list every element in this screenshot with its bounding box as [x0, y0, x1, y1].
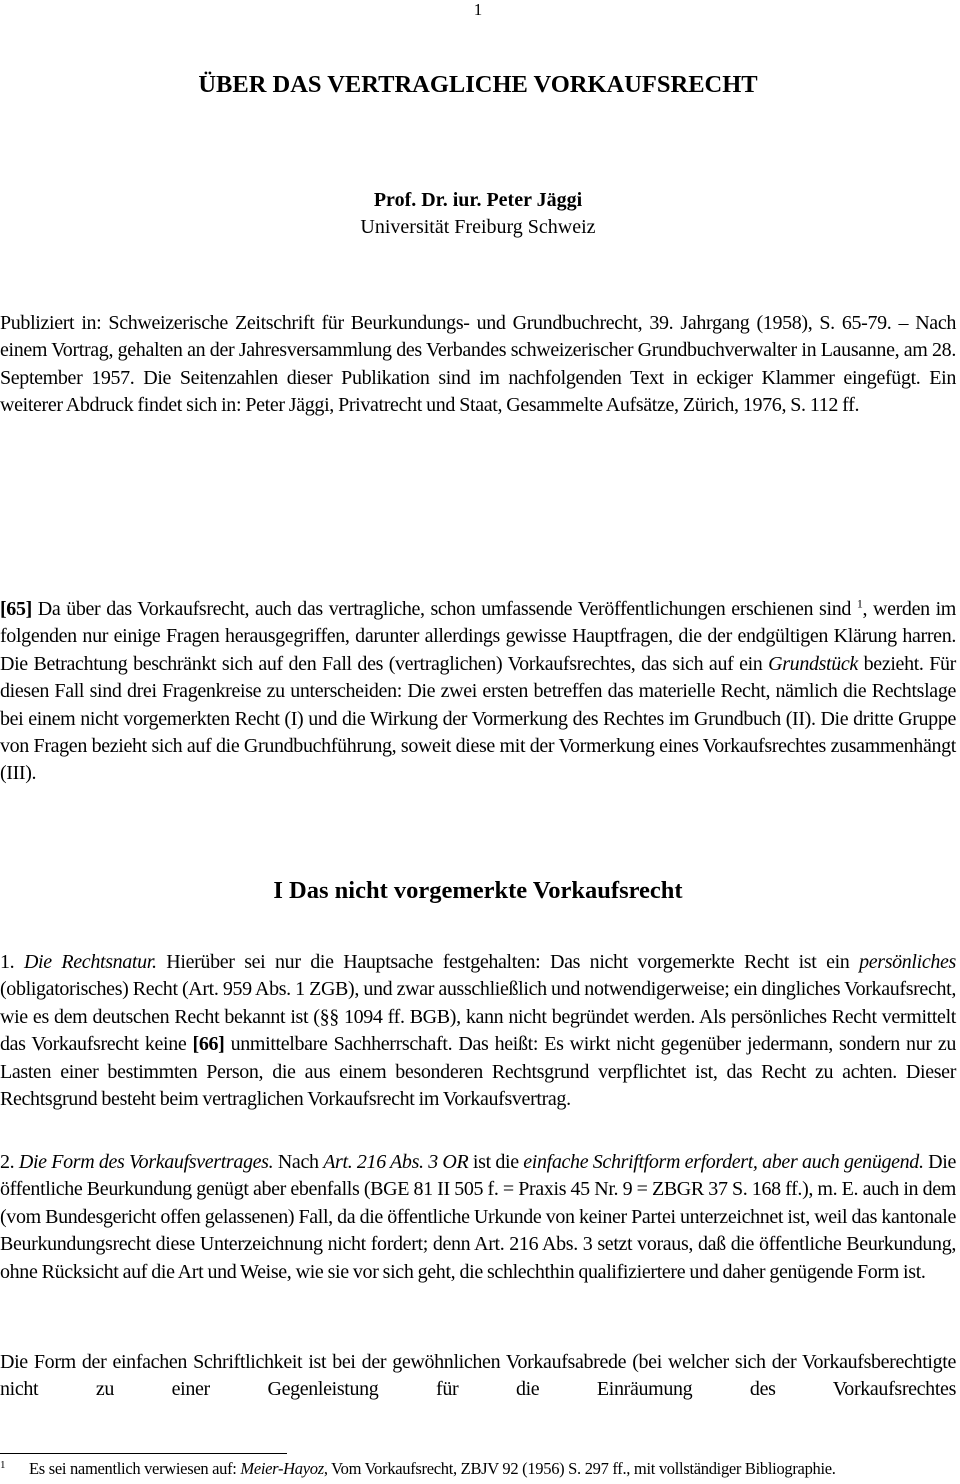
- text: Es sei namentlich verwiesen auf:: [29, 1459, 241, 1478]
- paragraph-title: Die Rechtsnatur.: [23, 951, 157, 973]
- text: Nach: [273, 1151, 324, 1173]
- paragraph-form: [0, 1149, 956, 1286]
- footnote-reference[interactable]: 1: [856, 596, 863, 611]
- footnote-divider: [0, 1453, 287, 1454]
- text: , Vom Vorkaufsrecht, ZBJV 92 (1956) S. 297 ff., mit vollständiger Bibliographie.: [323, 1459, 836, 1478]
- page-marker: [66]: [192, 1033, 225, 1056]
- text: Hierüber sei nur die Hauptsache festgehalten: Das nicht vorgemerkte Recht ist ein: [156, 951, 860, 973]
- paragraph-title: Die Form des Vorkaufsvertrages.: [18, 1151, 274, 1173]
- item-number: 1.: [0, 951, 24, 973]
- text: , werden im folgenden nur einige Fragen herausgegriffen, darunter allerdings gewisse Hauptfragen, die der endgültigen Klärung harren. Die Betrachtung beschränkt sich auf den Fall des (vertraglichen) Vorkaufsrechtes, das sich auf ein: [0, 598, 957, 675]
- paragraph-continued: Die Form der einfachen Schriftlichkeit ist bei der gewöhnlichen Vorkaufsabrede (bei welcher sich der Vorkaufsberechtigte nicht zu einer Gegenleistung für die Einräumung des Vorkaufsrechtes: [0, 1351, 956, 1401]
- footnote-text: [29, 1458, 956, 1480]
- section-heading: I Das nicht vorgemerkte Vorkaufsrecht: [273, 877, 683, 904]
- page-marker: [65]: [0, 598, 32, 620]
- author-affiliation: Universität Freiburg Schweiz: [360, 216, 596, 239]
- text: Da über das Vorkaufsrecht, auch das vertragliche, schon umfassende Veröffentlichungen erschienen sind: [31, 598, 857, 620]
- footnote: [0, 1458, 956, 1480]
- document-title: ÜBER DAS VERTRAGLICHE VORKAUFSRECHT: [198, 71, 758, 98]
- author-name: Prof. Dr. iur. Peter Jäggi: [373, 189, 583, 211]
- page-number: 1: [473, 0, 483, 19]
- footnote-number: 1: [0, 1459, 6, 1471]
- emphasis: Art. 216 Abs. 3 OR: [323, 1151, 469, 1173]
- text: Die öffentliche Beurkundung genügt aber ebenfalls (BGE 81 II 505 f. = Praxis 45 Nr. 9 = ZBGR 37 S. 168 ff.), m. E. auch in dem (vom Bundesgericht offen gelassenen) Fall, da die öffentliche Urkunde von keiner Partei unterzeichnet ist, weil das kantonale Beurkundungsrecht diese Unterzeichnung nicht fordert; denn Art. 216 Abs. 3 setzt voraus, daß die öffentliche Beurkundung, ohne Rücksicht auf die Art und Weise, wie sie vor sich geht, die schlechthin qualifiziertere und daher genügende Form ist.: [0, 1151, 956, 1283]
- item-number: 2.: [0, 1151, 19, 1173]
- emphasis: persönliches: [859, 951, 956, 973]
- author-block: [0, 187, 956, 242]
- text: bezieht. Für diesen Fall sind drei Fragenkreise zu unterscheiden: Die zwei ersten betreffen das materielle Recht, nämlich die Rechtslage bei einem nicht vorgemerkten Recht (I) und die Wirkung der Vormerkung des Rechtes im Grundbuch (II). Die dritte Gruppe von Fragen bezieht sich auf die Grundbuchführung, soweit diese mit der Vormerkung eines Vorkaufsrechtes zusammenhängt (III).: [0, 652, 956, 785]
- emphasis: einfache Schriftform erfordert, aber auch genügend.: [523, 1151, 924, 1173]
- text: ist die: [468, 1151, 524, 1173]
- emphasis: Grundstück: [768, 652, 858, 675]
- text: unmittelbare Sachherrschaft. Das heißt: Es wirkt nicht gegenüber jedermann, sondern nur zu Lasten einer bestimmten Person, die aus einem besonderen Rechtsgrund verpflichtet ist, das Recht zu achten. Dieser Rechtsgrund besteht beim vertraglichen Vorkaufsrecht im Vorkaufsvertrag.: [0, 1033, 956, 1111]
- publication-note: Publiziert in: Schweizerische Zeitschrift für Beurkundungs- und Grundbuchrecht, 39. Jahrgang (1958), S. 65-79. – Nach einem Vortrag, gehalten an der Jahresversammlung des Verbandes schweizerischer Grundbuchverwalter in Lausanne, am 28. September 1957. Die Seitenzahlen dieser Publikation sind im nachfolgenden Text in eckiger Klammer eingefügt. Ein weiterer Abdruck findet sich in: Peter Jäggi, Privatrecht und Staat, Gesammelte Aufsätze, Zürich, 1976, S. 112 ff.: [0, 312, 956, 417]
- intro-paragraph: [0, 596, 956, 788]
- paragraph-rechtsnatur: [0, 949, 956, 1113]
- text: (obligatorisches) Recht (Art. 959 Abs. 1 ZGB), und zwar ausschließlich und notwendigerweise; ein dingliches Vorkaufsrecht, wie es dem deutschen Recht bekannt ist (§§ 1094 ff. BGB), kann nicht begründet werden. Als persönliches Recht vermittelt das Vorkaufsrecht keine: [0, 978, 956, 1056]
- emphasis: Meier-Hayoz: [240, 1459, 324, 1478]
